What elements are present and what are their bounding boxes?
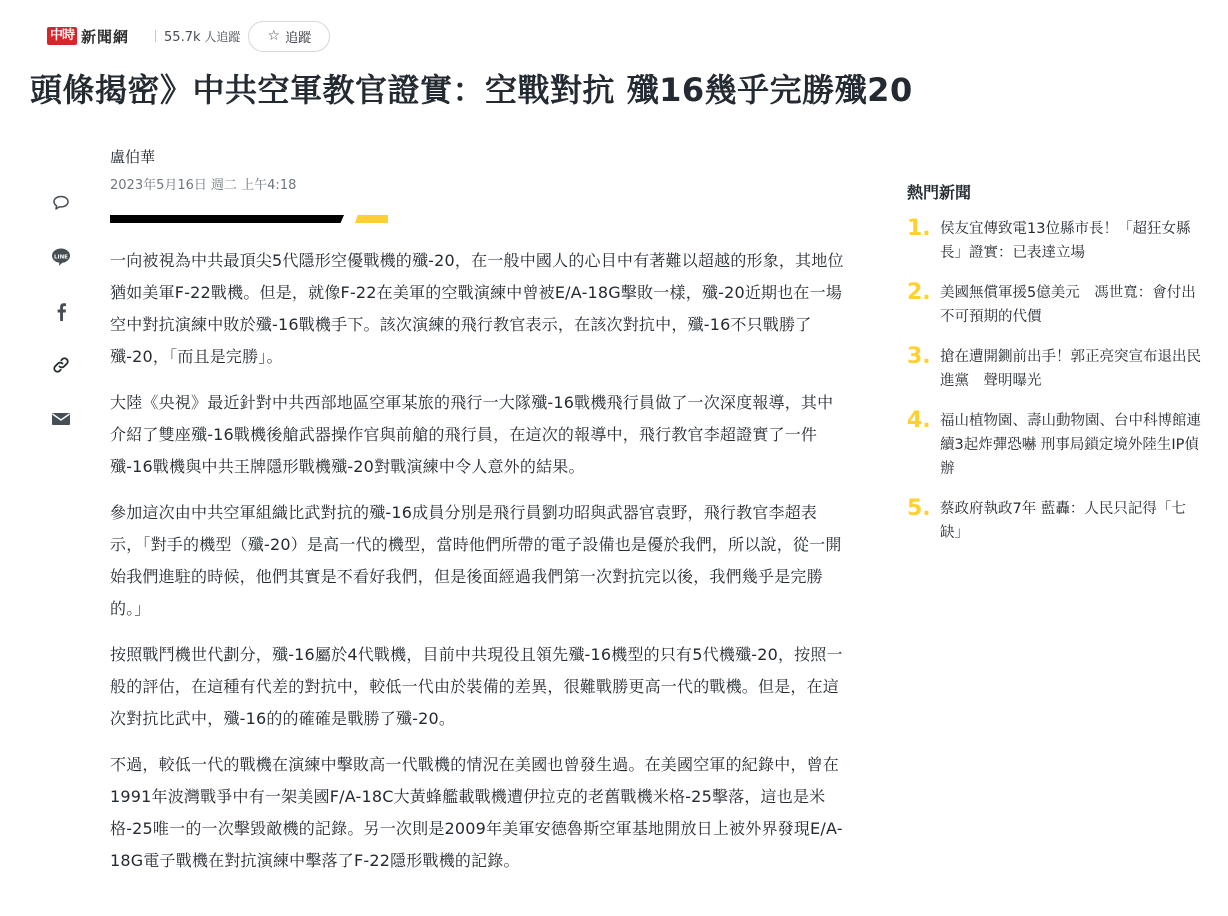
svg-text:LINE: LINE [54,254,68,261]
hot-news-rank: 4. [907,408,931,433]
hot-news-link[interactable]: 搶在遭開鍘前出手！郭正亮突宣布退出民進黨 聲明曝光 [940,349,1201,389]
share-toolbar [46,188,76,458]
logo-badge: 中時 [47,27,77,45]
hot-news-item[interactable] [907,217,1212,265]
hot-news-rank: 5. [907,496,931,521]
hot-news-link[interactable]: 蔡政府執政7年 藍轟：人民只記得「七缺」 [940,501,1186,541]
article-title: 頭條揭密》中共空軍教官證實：空戰對抗 殲16幾乎完勝殲20 [30,71,913,109]
article-body [110,245,845,891]
link-icon[interactable] [46,350,76,380]
divider-bar-yellow [355,215,388,223]
comment-icon[interactable] [46,188,76,218]
follow-button-label: 追蹤 [285,30,312,46]
site-logo[interactable] [47,26,129,47]
follow-button[interactable] [248,21,330,52]
site-header [47,20,330,52]
hot-news-item[interactable] [907,345,1212,393]
article-paragraph: 不過，較低一代的戰機在演練中擊敗高一代戰機的情況在美國也曾發生過。在美國空軍的紀錄中，曾在1991年波灣戰爭中有一架美國F/A-18C大黃蜂艦載戰機遭伊拉克的老舊戰機米格-25擊落，這也是米格-25唯一的一次擊毀敵機的記錄。另一次則是2009年美軍安德魯斯空軍基地開放日上被外界發現E/A-18G電子戰機在對抗演練中擊落了F-22隱形戰機的記錄。 [110,755,843,870]
facebook-icon[interactable] [46,296,76,326]
hot-news-item[interactable] [907,281,1212,329]
article-paragraph: 參加這次由中共空軍組織比武對抗的殲-16成員分別是飛行員劉功昭與武器官袁野，飛行教官李超表示，「對手的機型（殲-20）是高一代的機型，當時他們所帶的電子設備也是優於我們，所以說，從一開始我們進駐的時候，他們其實是不看好我們，但是後面經過我們第一次對抗完以後，我們幾乎是完勝的。」 [110,503,842,618]
hot-news-item[interactable] [907,409,1212,481]
hot-news-link[interactable]: 侯友宜傳致電13位縣市長！「超狂女縣長」證實：已表達立場 [940,221,1191,261]
article-paragraph: 按照戰鬥機世代劃分，殲-16屬於4代戰機，目前中共現役且領先殲-16機型的只有5代機殲-20，按照一般的評估，在這種有代差的對抗中，較低一代由於裝備的差異，很難戰勝更高一代的戰機。但是，在這次對抗比武中，殲-16的的確確是戰勝了殲-20。 [110,645,843,728]
hot-news-rank: 2. [907,280,931,305]
line-icon[interactable] [46,242,76,272]
email-icon[interactable] [46,404,76,434]
article-paragraph: 一向被視為中共最頂尖5代隱形空優戰機的殲-20，在一般中國人的心目中有著難以超越的形象，其地位猶如美軍F-22戰機。但是，就像F-22在美軍的空戰演練中曾被E/A-18G擊敗一樣，殲-20近期也在一場空中對抗演練中敗於殲-16戰機手下。該次演練的飛行教官表示，在該次對抗中，殲-16不只戰勝了殲-20，「而且是完勝」。 [110,251,844,366]
followers-count: 55.7k 人追蹤 [164,29,241,45]
hot-news-rank: 1. [907,216,931,241]
header-separator [155,30,156,42]
article-author[interactable]: 盧伯華 [110,148,156,166]
hot-news-link[interactable]: 福山植物園、壽山動物園、台中科博館連續3起炸彈恐嚇 刑事局鎖定境外陸生IP偵辦 [940,413,1201,477]
hot-news-sidebar [907,180,1212,561]
article-date: 2023年5月16日 週二 上午4:18 [110,178,297,193]
hot-news-link[interactable]: 美國無償軍援5億美元 馮世寬：會付出不可預期的代價 [940,285,1196,325]
sidebar-title: 熱門新聞 [907,183,972,202]
star-icon: ☆ [267,28,281,44]
logo-text: 新聞網 [81,27,130,46]
hot-news-rank: 3. [907,344,931,369]
article-paragraph: 大陸《央視》最近針對中共西部地區空軍某旅的飛行一大隊殲-16戰機飛行員做了一次深度報導，其中介紹了雙座殲-16戰機後艙武器操作官與前艙的飛行員，在這次的報導中，飛行教官李超證實了一件殲-16戰機與中共王牌隱形戰機殲-20對戰演練中令人意外的結果。 [110,393,834,476]
divider-bar-black [110,215,344,223]
hot-news-item[interactable] [907,497,1212,545]
